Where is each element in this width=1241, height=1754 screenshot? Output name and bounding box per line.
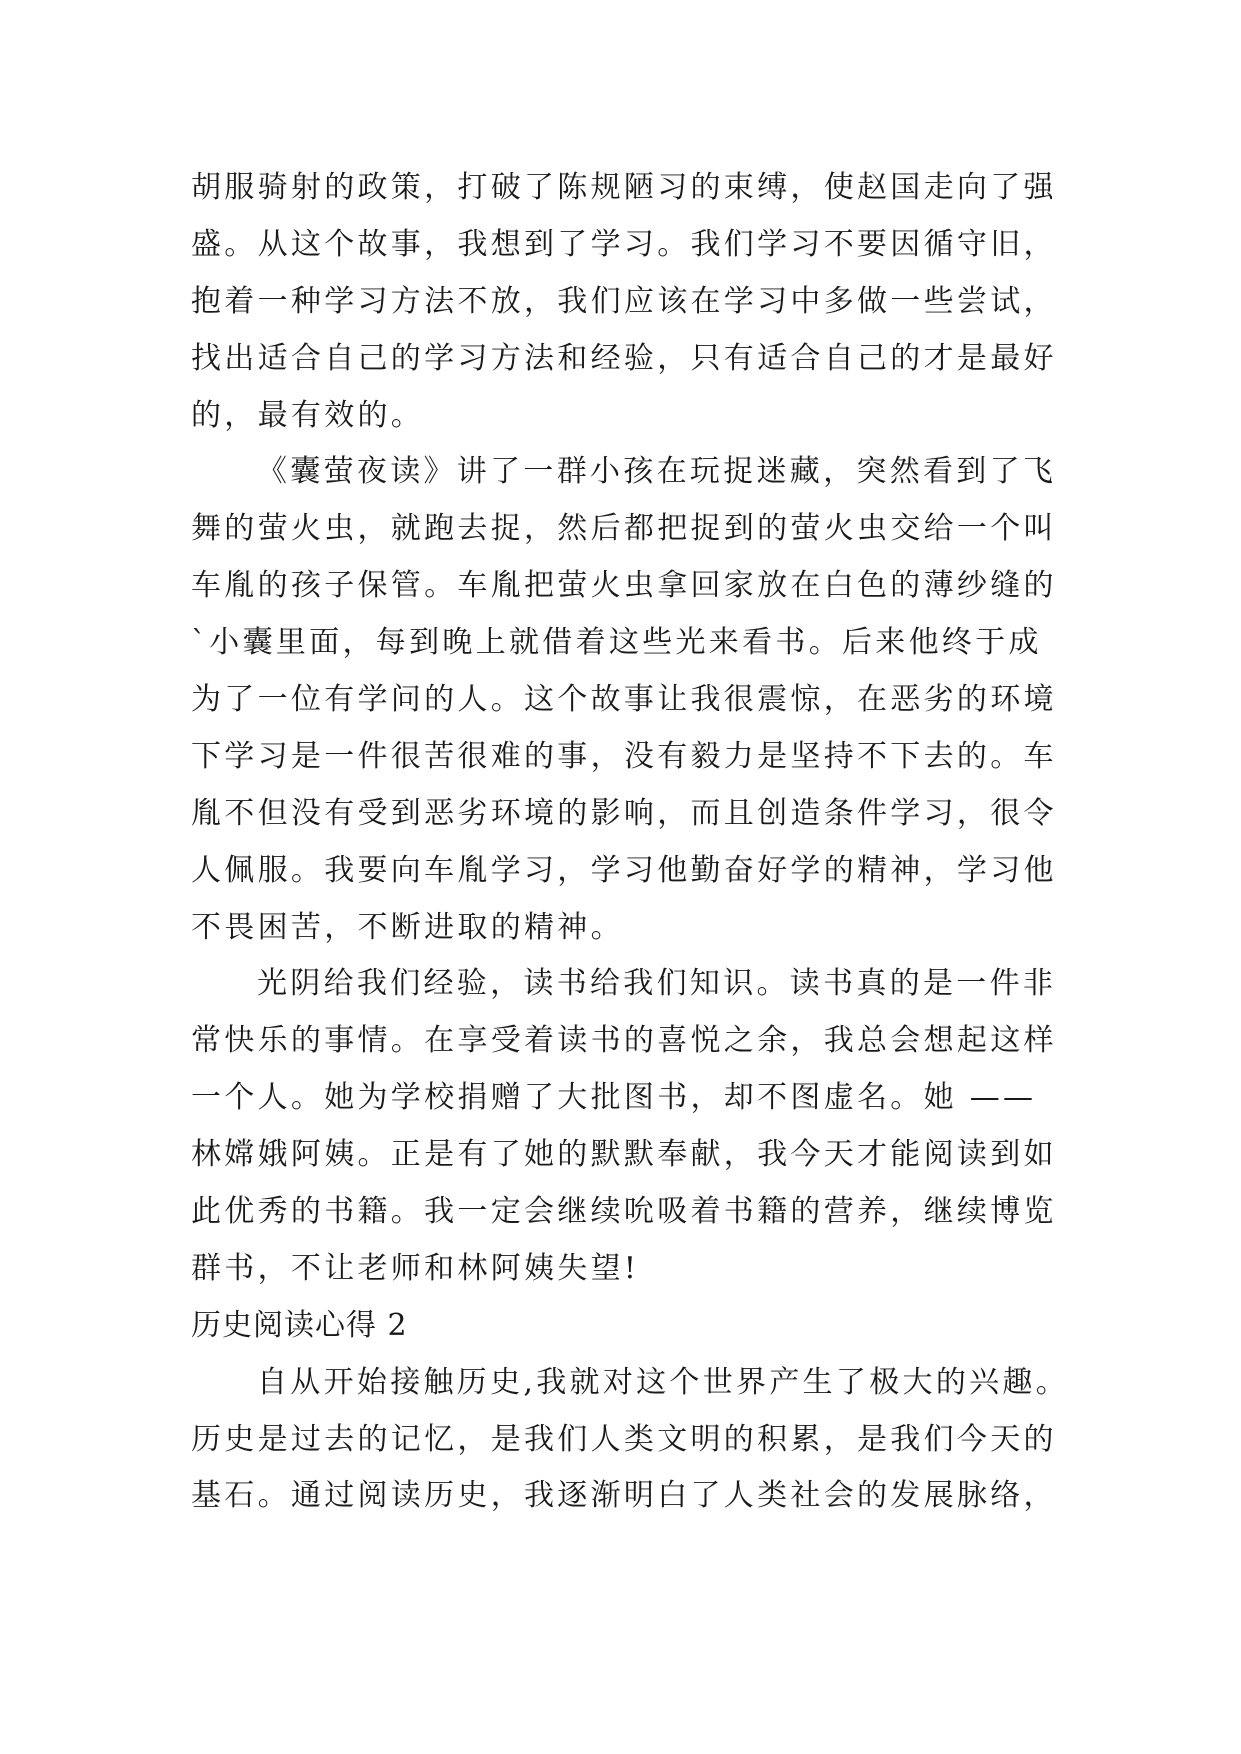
text-line: 胡服骑射的政策，打破了陈规陋习的束缚，使赵国走向了强 <box>191 170 1057 205</box>
text-line: 此优秀的书籍。我一定会继续吮吸着书籍的营养，继续博览 <box>191 1194 1057 1230</box>
text-line: 《囊萤夜读》讲了一群小孩在玩捉迷藏，突然看到了飞 <box>257 454 1057 490</box>
section-heading: 历史阅读心得 2 <box>191 1307 408 1343</box>
text-line: 盛。从这个故事，我想到了学习。我们学习不要因循守旧， <box>191 226 1057 262</box>
paragraph <box>191 956 1071 1297</box>
paragraph <box>191 160 1071 444</box>
text-line: 光阴给我们经验，读书给我们知识。读书真的是一件非 <box>257 966 1057 1002</box>
text-line: 历史是过去的记忆，是我们人类文明的积累，是我们今天的 <box>191 1421 1057 1457</box>
paragraph <box>191 1355 1071 1526</box>
text-line: 基石。通过阅读历史，我逐渐明白了人类社会的发展脉络， <box>191 1478 1057 1514</box>
document-body <box>191 160 1071 1525</box>
text-line: 常快乐的事情。在享受着读书的喜悦之余，我总会想起这样 <box>191 1023 1057 1059</box>
text-line: 舞的萤火虫，就跑去捉，然后都把捉到的萤火虫交给一个叫 <box>191 511 1057 547</box>
text-line: 不畏困苦，不断进取的精神。 <box>191 909 624 945</box>
text-line: 人佩服。我要向车胤学习，学习他勤奋好学的精神，学习他 <box>191 852 1057 888</box>
text-line: 下学习是一件很苦很难的事，没有毅力是坚持不下去的。车 <box>191 738 1057 774</box>
text-line: 胤不但没有受到恶劣环境的影响，而且创造条件学习，很令 <box>191 795 1057 831</box>
text-line: 找出适合自己的学习方法和经验，只有适合自己的才是最好 <box>191 340 1057 376</box>
text-line: 为了一位有学问的人。这个故事让我很震惊，在恶劣的环境 <box>191 682 1057 718</box>
text-line: 群书，不让老师和林阿姨失望! <box>191 1250 640 1286</box>
text-line: 的，最有效的。 <box>191 397 425 433</box>
text-line: 自从开始接触历史,我就对这个世界产生了极大的兴趣。 <box>257 1364 1070 1400</box>
text-line: 林嫦娥阿姨。正是有了她的默默奉献，我今天才能阅读到如 <box>191 1137 1057 1173</box>
text-line: 一个人。她为学校捐赠了大批图书，却不图虚名。她 —— <box>191 1080 1037 1116</box>
text-line: 车胤的孩子保管。车胤把萤火虫拿回家放在白色的薄纱缝的 <box>191 568 1057 604</box>
text-line: `小囊里面，每到晚上就借着这些光来看书。后来他终于成 <box>191 625 1042 661</box>
paragraph <box>191 444 1071 956</box>
text-line: 抱着一种学习方法不放，我们应该在学习中多做一些尝试， <box>191 283 1057 319</box>
